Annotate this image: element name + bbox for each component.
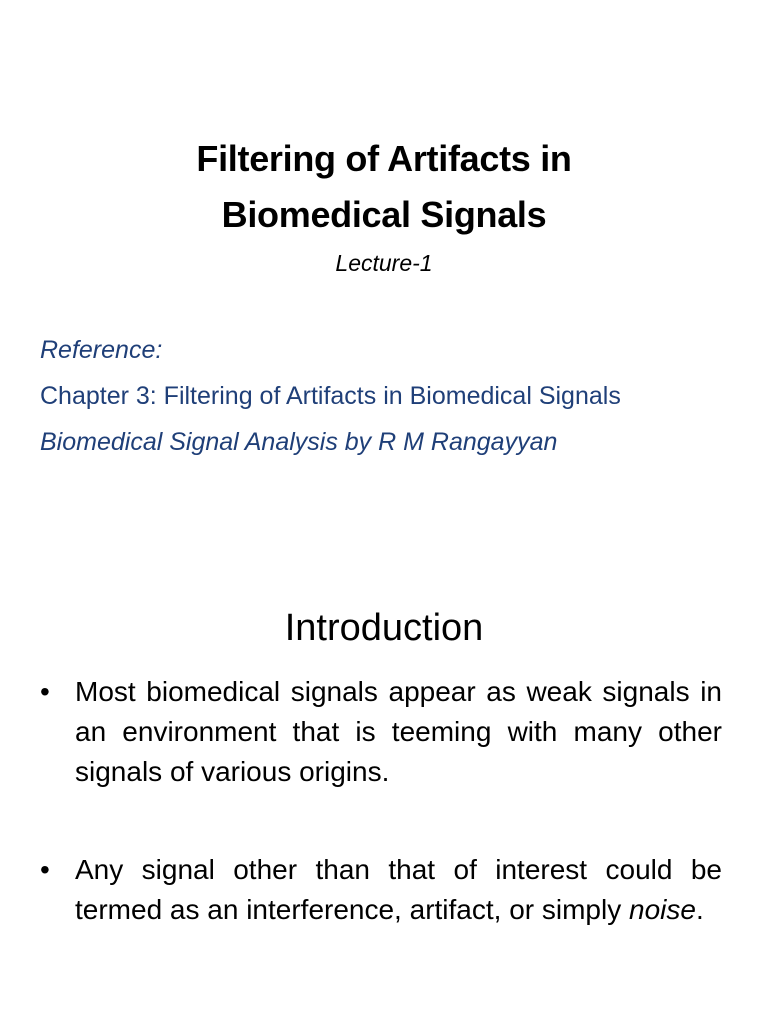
reference-chapter: Chapter 3: Filtering of Artifacts in Biomedical Signals [40,382,621,410]
slide-title-line-1: Filtering of Artifacts in [196,138,572,179]
bullet-text-emphasis: noise [629,894,696,925]
slide-introduction [0,512,768,1024]
bullet-text: Most biomedical signals appear as weak signals in an environment that is teeming with many other signals of various origins. [75,676,722,787]
bullet-text-plain: Any signal other than that of interest could be termed as an interference, artifact, or simply [75,854,722,925]
bullet-icon: • [40,854,50,885]
bullet-icon: • [40,676,50,707]
section-heading: Introduction [284,607,484,649]
bullet-item [40,672,722,792]
bullet-text-end: . [695,894,704,925]
lecture-subtitle: Lecture-1 [335,250,433,276]
bullet-text [75,850,722,930]
reference-book: Biomedical Signal Analysis by R M Rangayyan [40,428,558,456]
slide-title-line-2: Biomedical Signals [221,194,547,235]
bullet-item [40,850,722,930]
reference-heading: Reference: [40,336,163,364]
